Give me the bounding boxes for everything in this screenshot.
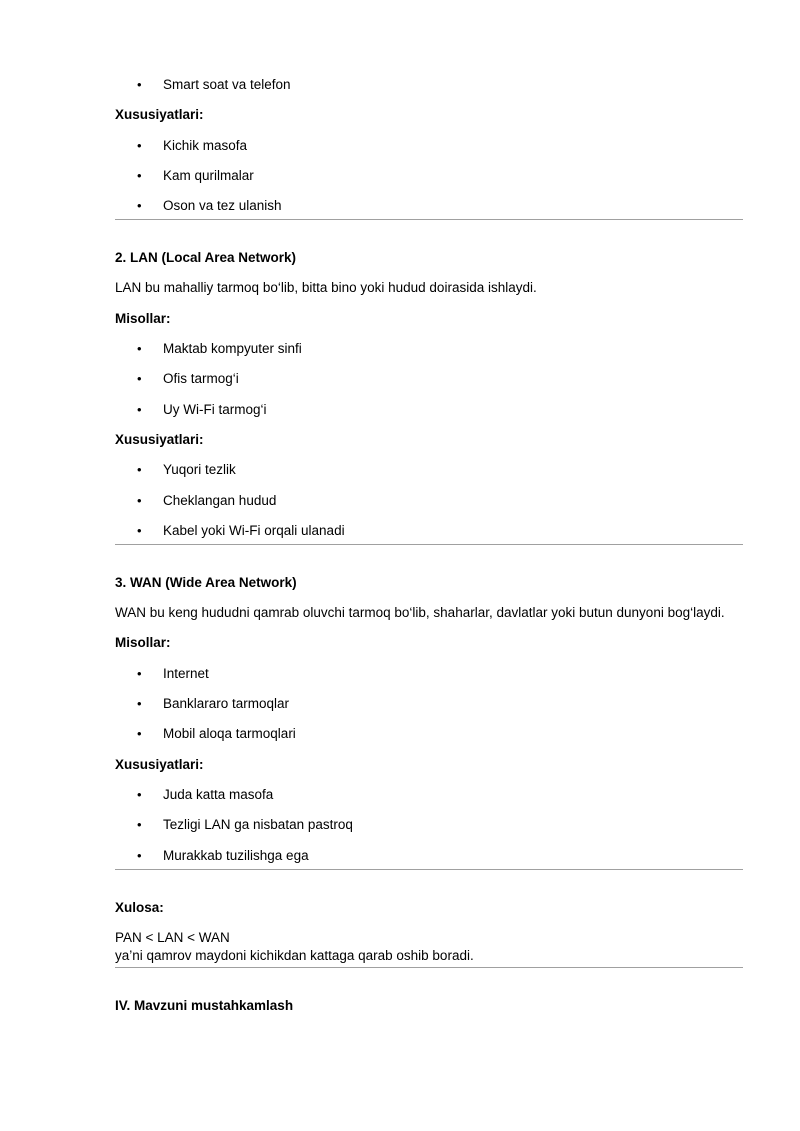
list-item: • Internet bbox=[137, 665, 209, 681]
list-item: • Oson va tez ulanish bbox=[137, 198, 282, 214]
conclusion-line: PAN < LAN < WAN bbox=[115, 929, 230, 945]
section-label: Xususiyatlari: bbox=[115, 756, 204, 772]
bullet-icon: • bbox=[137, 167, 142, 183]
section-label: Xususiyatlari: bbox=[115, 107, 204, 123]
bullet-icon: • bbox=[137, 371, 142, 387]
bullet-icon: • bbox=[137, 726, 142, 742]
conclusion-text bbox=[115, 929, 743, 967]
bullet-icon: • bbox=[137, 341, 142, 357]
list-item: • Kam qurilmalar bbox=[137, 167, 254, 183]
list-item: • Murakkab tuzilishga ega bbox=[137, 847, 309, 863]
bullet-icon: • bbox=[137, 401, 142, 417]
bullet-icon: • bbox=[137, 522, 142, 538]
list-item: • Cheklangan hudud bbox=[137, 492, 277, 508]
bullet-icon: • bbox=[137, 462, 142, 478]
bullet-icon: • bbox=[137, 77, 142, 92]
list-item: • Smart soat va telefon bbox=[137, 77, 291, 92]
section-label: Misollar: bbox=[115, 635, 171, 651]
list-item: • Ofis tarmog‘i bbox=[137, 371, 239, 387]
list-item: • Juda katta masofa bbox=[137, 786, 274, 802]
section-heading-lan: 2. LAN (Local Area Network) bbox=[115, 250, 297, 266]
bullet-icon: • bbox=[137, 786, 142, 802]
conclusion-label: Xulosa: bbox=[115, 899, 164, 915]
list-item: • Tezligi LAN ga nisbatan pastroq bbox=[137, 817, 353, 833]
document-content bbox=[115, 76, 743, 1027]
list-item: • Banklararo tarmoqlar bbox=[137, 696, 290, 712]
section-label: Xususiyatlari: bbox=[115, 431, 204, 447]
section-heading-wan: 3. WAN (Wide Area Network) bbox=[115, 574, 297, 590]
list-item: • Uy Wi-Fi tarmog‘i bbox=[137, 401, 267, 417]
bullet-icon: • bbox=[137, 137, 142, 153]
section-heading-iv: IV. Mavzuni mustahkamlash bbox=[115, 997, 294, 1013]
list-item: • Maktab kompyuter sinfi bbox=[137, 341, 302, 357]
list-item: • Kichik masofa bbox=[137, 137, 248, 153]
list-item: • Kabel yoki Wi-Fi orqali ulanadi bbox=[137, 522, 345, 538]
bullet-icon: • bbox=[137, 696, 142, 712]
bullet-icon: • bbox=[137, 817, 142, 833]
conclusion-line: ya’ni qamrov maydoni kichikdan kattaga qarab oshib boradi. bbox=[115, 947, 474, 963]
bullet-icon: • bbox=[137, 198, 142, 214]
wan-description: WAN bu keng hududni qamrab oluvchi tarmoq bo‘lib, shaharlar, davlatlar yoki butun dunyoni bog‘laydi. bbox=[115, 605, 725, 621]
list-item: • Yuqori tezlik bbox=[137, 462, 236, 478]
bullet-icon: • bbox=[137, 665, 142, 681]
bullet-icon: • bbox=[137, 847, 142, 863]
lan-description: LAN bu mahalliy tarmoq bo‘lib, bitta bino yoki hudud doirasida ishlaydi. bbox=[115, 280, 537, 296]
list-item: • Mobil aloqa tarmoqlari bbox=[137, 726, 296, 742]
section-label: Misollar: bbox=[115, 310, 171, 326]
bullet-icon: • bbox=[137, 492, 142, 508]
